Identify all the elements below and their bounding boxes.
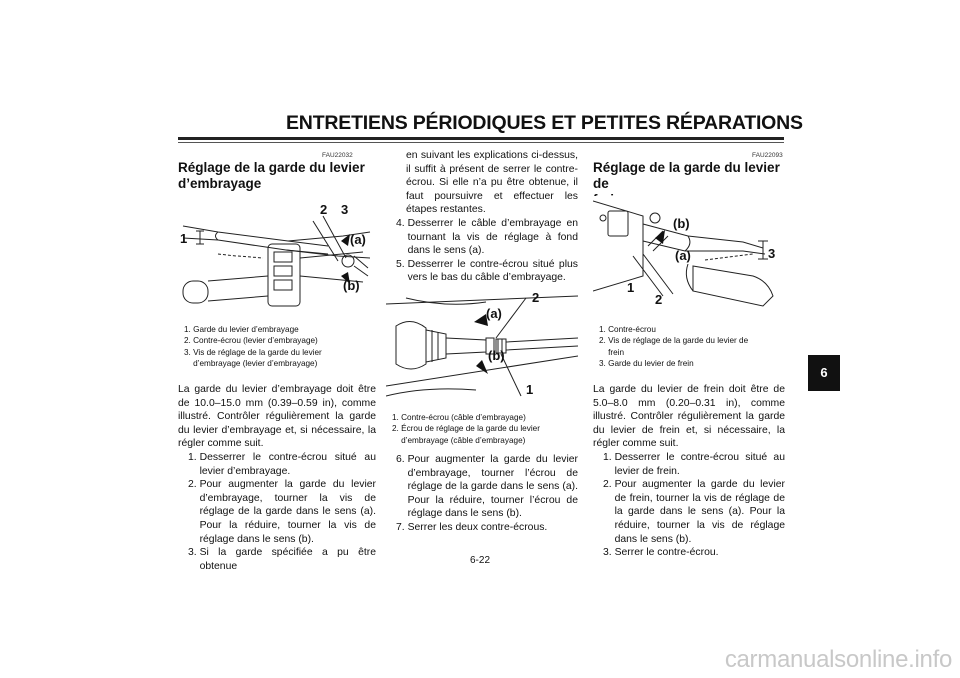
step-item (603, 451, 785, 478)
callout-2: 2 (320, 202, 328, 217)
step-text: Pour augmenter la garde du levier de frein, tourner la vis de réglage de la garde dans le sens (a). Pour la réduire, tourner la vis de réglage dans le sens (b). (614, 479, 785, 545)
callout-b: (b) (673, 216, 690, 231)
callout-a: (a) (350, 232, 366, 247)
section-title-line: d’embrayage (178, 176, 262, 191)
caption-line: 3. Garde du levier de frein (599, 359, 694, 369)
body-text-brake (593, 383, 785, 560)
callout-b: (b) (343, 278, 360, 293)
step-number: 2. (188, 479, 200, 491)
step-item (603, 478, 785, 546)
callout-a: (a) (675, 248, 691, 263)
callout-3: 3 (341, 202, 349, 217)
caption-line: d’embrayage (câble d’embrayage) (392, 435, 526, 445)
caption-line: d’embrayage (levier d’embrayage) (184, 359, 318, 369)
step-number: 3. (603, 547, 615, 559)
step-text: Desserrer le câble d’embrayage en tournant la vis de réglage à fond dans le sens (a). (407, 217, 578, 257)
caption-line: frein (599, 347, 625, 357)
step-number: 3. (188, 547, 200, 559)
section-code: FAU22093 (752, 152, 783, 159)
brake-lever-illustration (593, 196, 783, 320)
step-item (396, 453, 578, 521)
page-title: ENTRETIENS PÉRIODIQUES ET PETITES RÉPARATIONS (286, 112, 803, 134)
caption-line: 1. Contre-écrou (599, 325, 656, 334)
step-text: Si la garde spécifiée a pu être obtenue (199, 547, 376, 572)
step-number: 1. (603, 451, 615, 463)
step-number: 1. (188, 451, 200, 463)
step-number: 7. (396, 521, 408, 533)
step-item (188, 546, 376, 573)
caption-line: 2. Vis de réglage de la garde du levier de (599, 336, 749, 346)
caption-line: 2. Écrou de réglage de la garde du levier (392, 424, 540, 434)
callout-2: 2 (532, 290, 540, 305)
step-item (603, 546, 785, 560)
step-number: 4. (396, 217, 408, 229)
caption-line: 3. Vis de réglage de la garde du levier (184, 347, 322, 357)
step-text: Desserrer le contre-écrou situé au levier de frein. (614, 451, 785, 477)
section-title-line: frein (593, 192, 623, 207)
step-item (188, 451, 376, 478)
step-number: 5. (396, 258, 408, 270)
step-text: Serrer le contre-écrou. (614, 547, 719, 559)
caption-line: 1. Contre-écrou (câble d’embrayage) (392, 413, 526, 422)
watermark: carmanualsonline.info (724, 646, 952, 673)
step-item (396, 258, 578, 285)
paragraph: en suivant les explications ci-dessus, il suffit à présent de serrer le contre-écrou. Si elle n’a pu être obtenue, il faut poursuivre et effectuer les étapes restantes. (406, 150, 578, 216)
callout-1: 1 (627, 280, 635, 295)
paragraph: La garde du levier d’embrayage doit être de 10.0–15.0 mm (0.39–0.59 in), comme illustré. Contrôler régulièrement la garde du levier d’embrayage et, si nécessaire, la régler comme suit. (178, 384, 376, 450)
page-number: 6-22 (469, 555, 490, 566)
section-code: FAU22032 (322, 152, 353, 159)
caption-line: 1. Garde du levier d’embrayage (184, 325, 299, 334)
step-text: Serrer les deux contre-écrous. (407, 521, 548, 533)
figure-caption-brake (599, 324, 783, 370)
callout-1: 1 (180, 231, 188, 246)
callout-b: (b) (488, 348, 505, 363)
step-number: 6. (396, 454, 408, 465)
caption-line: 2. Contre-écrou (levier d’embrayage) (184, 336, 318, 346)
step-item (188, 478, 376, 546)
header-rule-thin (178, 142, 784, 143)
step-text: Desserrer le contre-écrou situé au levier d’embrayage. (199, 451, 376, 477)
figure-caption-cable (392, 412, 578, 446)
callout-1: 1 (526, 382, 534, 397)
callout-a: (a) (486, 306, 502, 321)
step-text: Desserrer le contre-écrou situé plus vers le bas du câble d’embrayage. (407, 258, 578, 284)
clutch-lever-illustration (178, 196, 378, 320)
figure-caption-clutch (184, 324, 374, 370)
clutch-cable-illustration (386, 286, 578, 410)
body-text-clutch (178, 383, 376, 573)
callout-2: 2 (655, 292, 663, 307)
paragraph: La garde du levier de frein doit être de 5.0–8.0 mm (0.20–0.31 in), comme illustré. Contrôler régulièrement la garde du levier de frein et, si nécessaire, la régler comme suit. (593, 384, 785, 450)
section-title-line: Réglage de la garde du levier de (593, 160, 780, 191)
body-text-clutch-steps (386, 453, 578, 535)
step-text: Pour augmenter la garde du levier d’embrayage, tourner l’écrou de réglage de la garde dans le sens (a). Pour la réduire, tourner l’écrou de réglage dans le sens (b). (407, 454, 578, 520)
step-text: Pour augmenter la garde du levier d’embrayage, tourner la vis de réglage de la garde dans le sens (a). Pour la réduire, tourner la vis de réglage dans le sens (b). (199, 479, 376, 545)
callout-3: 3 (768, 246, 776, 261)
step-item (396, 217, 578, 258)
body-text-clutch-continued (386, 149, 578, 285)
section-title-line: Réglage de la garde du levier (178, 160, 365, 175)
section-title-clutch (178, 160, 378, 192)
header-rule (178, 137, 784, 140)
step-item (396, 521, 578, 535)
step-number: 2. (603, 479, 615, 491)
chapter-tab: 6 (808, 355, 840, 391)
